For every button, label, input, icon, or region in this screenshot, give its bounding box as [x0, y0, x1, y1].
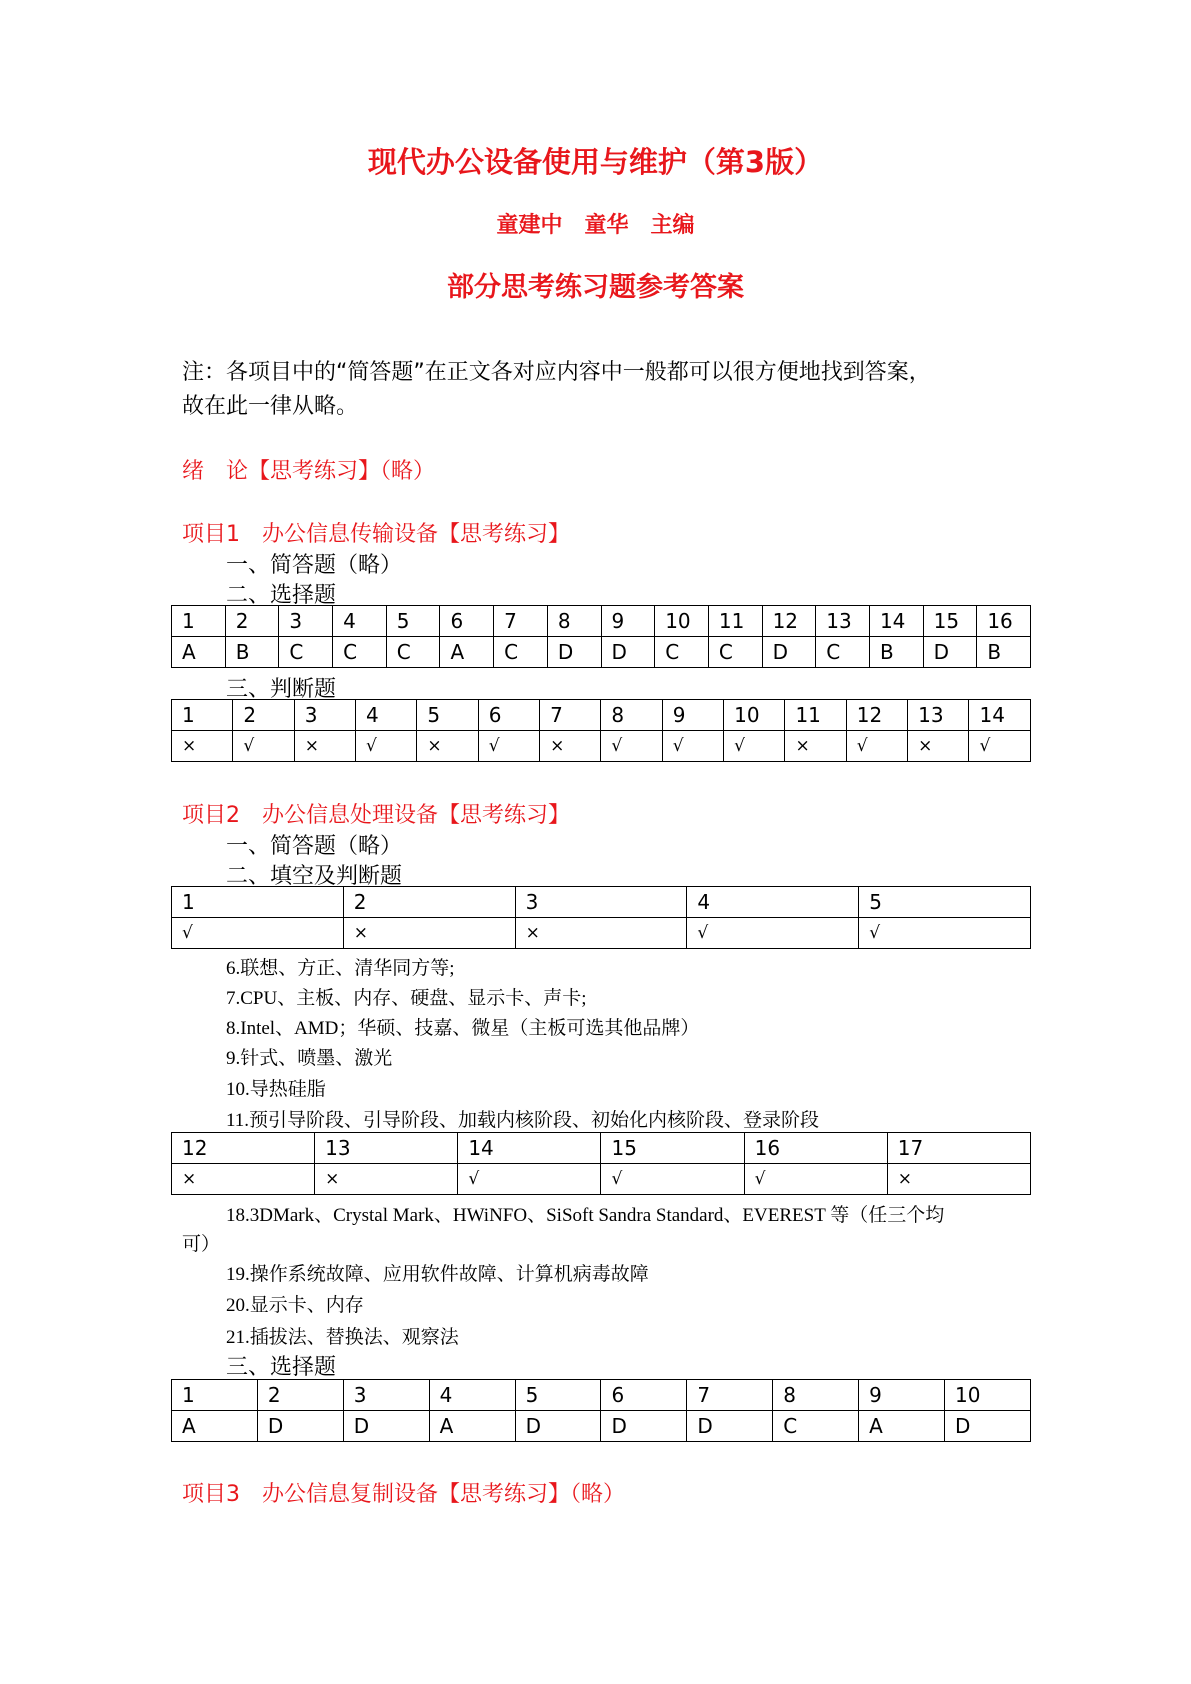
table-cell: A	[859, 1411, 945, 1442]
fill-item: 18.3DMark、Crystal Mark、HWiNFO、SiSoft Sandra Standard、EVEREST 等（任三个均	[226, 1205, 945, 1226]
project2-fill-heading: 二、填空及判断题	[226, 864, 403, 889]
page-title: 现代办公设备使用与维护（第3版）	[367, 145, 824, 179]
project1-short-answer: 一、简答题（略）	[226, 553, 403, 578]
table-cell: D	[547, 637, 601, 668]
fill-item: 6.联想、方正、清华同方等;	[226, 958, 455, 979]
table-cell: 4	[356, 700, 417, 731]
table-cell: ×	[172, 1164, 315, 1195]
fill-item: 7.CPU、主板、内存、硬盘、显示卡、声卡;	[226, 988, 587, 1009]
table-cell: C	[494, 637, 548, 668]
table-cell: 5	[386, 606, 440, 637]
table-cell: 4	[429, 1380, 515, 1411]
table-cell: √	[478, 731, 539, 762]
table-cell: 7	[687, 1380, 773, 1411]
fill-item: 8.Intel、AMD；华硕、技嘉、微星（主板可选其他品牌）	[226, 1018, 700, 1039]
table-cell: 11	[708, 606, 762, 637]
table-cell: D	[601, 637, 655, 668]
table-cell: √	[233, 731, 294, 762]
project1-choice-heading: 二、选择题	[226, 583, 337, 608]
table-cell: D	[601, 1411, 687, 1442]
table-cell: D	[945, 1411, 1031, 1442]
table-cell: 12	[846, 700, 907, 731]
table-cell: ×	[515, 918, 687, 949]
table-cell: 5	[417, 700, 478, 731]
table-cell: 16	[977, 606, 1031, 637]
table-cell: 1	[172, 887, 344, 918]
table-cell: 8	[547, 606, 601, 637]
table-cell: 10	[655, 606, 709, 637]
table-cell: 13	[816, 606, 870, 637]
table-cell: ×	[887, 1164, 1030, 1195]
table-cell: 11	[785, 700, 846, 731]
table-cell: √	[601, 1164, 744, 1195]
fill-item: 11.预引导阶段、引导阶段、加载内核阶段、初始化内核阶段、登录阶段	[226, 1110, 820, 1131]
project2-short-answer: 一、简答题（略）	[226, 834, 403, 859]
table-cell: 3	[294, 700, 355, 731]
table-cell: 13	[315, 1133, 458, 1164]
table-cell: 1	[172, 1380, 258, 1411]
table-cell: 6	[440, 606, 494, 637]
table-cell: √	[724, 731, 785, 762]
table-row	[172, 1133, 1031, 1164]
table-cell: √	[458, 1164, 601, 1195]
table-cell: C	[333, 637, 387, 668]
authors: 童建中 童华 主编	[496, 213, 695, 238]
table-cell: 2	[233, 700, 294, 731]
fill-item-continued: 可）	[182, 1234, 221, 1255]
table-cell: 8	[601, 700, 662, 731]
table-cell: ×	[785, 731, 846, 762]
table-cell: C	[773, 1411, 859, 1442]
page-subtitle: 部分思考练习题参考答案	[447, 272, 744, 303]
table-cell: ×	[417, 731, 478, 762]
table-cell: 12	[762, 606, 816, 637]
table-cell: 1	[172, 700, 233, 731]
project1-heading: 项目1 办公信息传输设备【思考练习】	[182, 522, 570, 547]
table-cell: √	[356, 731, 417, 762]
project3-heading: 项目3 办公信息复制设备【思考练习】（略）	[182, 1482, 625, 1507]
table-cell: 14	[458, 1133, 601, 1164]
table-cell: ×	[294, 731, 355, 762]
table-cell: B	[225, 637, 279, 668]
table-cell: 7	[494, 606, 548, 637]
table-row	[172, 637, 1031, 668]
project1-judge-heading: 三、判断题	[226, 677, 337, 702]
table-cell: ×	[908, 731, 969, 762]
fill-item: 19.操作系统故障、应用软件故障、计算机病毒故障	[226, 1264, 649, 1285]
table-cell: √	[172, 918, 344, 949]
table-cell: 6	[478, 700, 539, 731]
table-cell: A	[172, 637, 226, 668]
table-cell: ×	[315, 1164, 458, 1195]
table-cell: 5	[515, 1380, 601, 1411]
table-row	[172, 731, 1031, 762]
project1-judge-table	[171, 699, 1031, 762]
table-cell: A	[429, 1411, 515, 1442]
table-cell: √	[846, 731, 907, 762]
table-row	[172, 700, 1031, 731]
table-cell: 16	[744, 1133, 887, 1164]
table-row	[172, 606, 1031, 637]
table-cell: C	[655, 637, 709, 668]
table-cell: C	[386, 637, 440, 668]
project2-judge-table-a	[171, 886, 1031, 949]
note-line-2: 故在此一律从略。	[182, 394, 359, 419]
table-cell: 14	[869, 606, 923, 637]
table-cell: √	[662, 731, 723, 762]
table-cell: √	[687, 918, 859, 949]
table-cell: 17	[887, 1133, 1030, 1164]
table-cell: √	[969, 731, 1031, 762]
table-cell: 5	[859, 887, 1031, 918]
table-cell: 2	[343, 887, 515, 918]
table-cell: D	[515, 1411, 601, 1442]
table-cell: 2	[257, 1380, 343, 1411]
fill-item: 20.显示卡、内存	[226, 1295, 364, 1316]
table-cell: C	[816, 637, 870, 668]
project2-choice-heading: 三、选择题	[226, 1355, 337, 1380]
table-cell: 9	[859, 1380, 945, 1411]
table-cell: √	[601, 731, 662, 762]
table-cell: D	[343, 1411, 429, 1442]
fill-item: 9.针式、喷墨、激光	[226, 1048, 393, 1069]
table-cell: 9	[662, 700, 723, 731]
table-cell: 9	[601, 606, 655, 637]
table-cell: 8	[773, 1380, 859, 1411]
table-cell: 10	[945, 1380, 1031, 1411]
table-cell: 3	[343, 1380, 429, 1411]
table-cell: A	[172, 1411, 258, 1442]
table-cell: D	[257, 1411, 343, 1442]
table-cell: 3	[515, 887, 687, 918]
table-cell: B	[869, 637, 923, 668]
table-cell: 10	[724, 700, 785, 731]
table-row	[172, 887, 1031, 918]
table-row	[172, 1380, 1031, 1411]
fill-item: 21.插拔法、替换法、观察法	[226, 1327, 459, 1348]
table-cell: 3	[279, 606, 333, 637]
table-row	[172, 1164, 1031, 1195]
table-cell: A	[440, 637, 494, 668]
table-cell: ×	[172, 731, 233, 762]
table-cell: D	[687, 1411, 773, 1442]
intro-heading: 绪 论【思考练习】（略）	[182, 459, 436, 484]
table-cell: 12	[172, 1133, 315, 1164]
project2-choice-table	[171, 1379, 1031, 1442]
table-cell: 1	[172, 606, 226, 637]
table-cell: 15	[923, 606, 977, 637]
table-row	[172, 1411, 1031, 1442]
table-cell: 15	[601, 1133, 744, 1164]
table-cell: 14	[969, 700, 1031, 731]
table-cell: D	[762, 637, 816, 668]
table-cell: 4	[687, 887, 859, 918]
note-line-1: 注：各项目中的“简答题”在正文各对应内容中一般都可以很方便地找到答案，	[182, 360, 931, 385]
table-cell: 4	[333, 606, 387, 637]
table-cell: √	[859, 918, 1031, 949]
table-cell: D	[923, 637, 977, 668]
table-row	[172, 918, 1031, 949]
table-cell: ×	[540, 731, 601, 762]
table-cell: C	[279, 637, 333, 668]
table-cell: √	[744, 1164, 887, 1195]
table-cell: 7	[540, 700, 601, 731]
table-cell: C	[708, 637, 762, 668]
table-cell: B	[977, 637, 1031, 668]
table-cell: 13	[908, 700, 969, 731]
project1-choice-table	[171, 605, 1031, 668]
table-cell: 6	[601, 1380, 687, 1411]
table-cell: ×	[343, 918, 515, 949]
project2-judge-table-b	[171, 1132, 1031, 1195]
fill-item: 10.导热硅脂	[226, 1079, 326, 1100]
project2-heading: 项目2 办公信息处理设备【思考练习】	[182, 803, 570, 828]
table-cell: 2	[225, 606, 279, 637]
